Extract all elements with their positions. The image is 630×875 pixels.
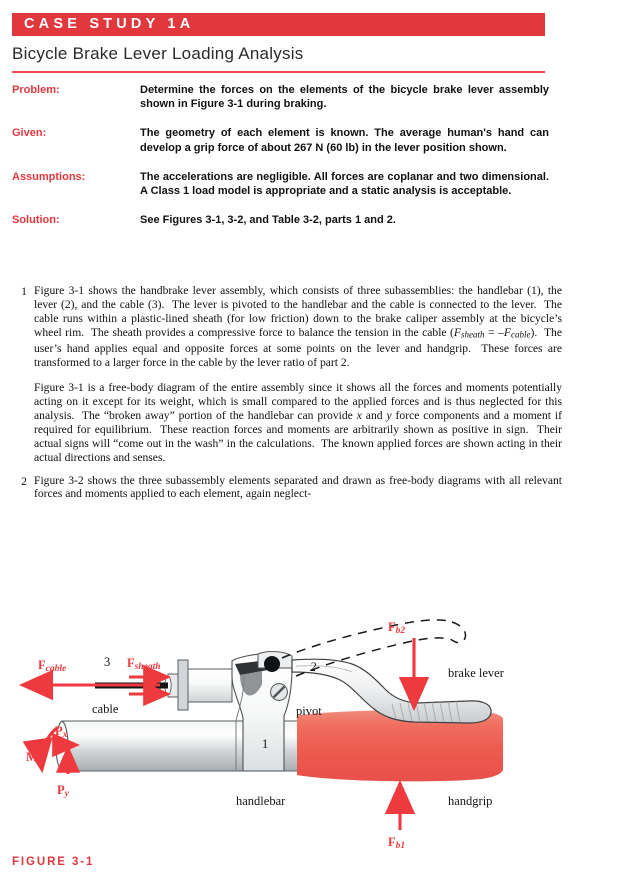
step-paragraph: Figure 3-1 shows the handbrake lever assembly, which consists of three subassemblies: the handlebar (1), the lever (2), and the cable (3). The lever is pivoted to the handlebar and the cable is connected to the lever. The cable runs within a plastic-lined sheath (for low friction) down to the brake caliper assembly at the bicycle’s wheel rim. The sheath provides a compressive force to balance the tension in the cable (Fsheath = –Fcable). The user’s hand applies equal and opposite forces at some points on the lever and handgrip. These forces are transformed to a larger force in the cable by the lever ratio of part 2. bbox=[34, 284, 562, 370]
f-cable-label: Fcable bbox=[38, 658, 67, 674]
step-body bbox=[34, 474, 562, 502]
definition-text: Determine the forces on the elements of the bicycle brake lever assembly shown in Figure 3-1 during braking. bbox=[140, 84, 549, 111]
definition-row-problem bbox=[12, 83, 557, 111]
figure-caption: FIGURE 3-1 bbox=[12, 856, 95, 868]
definition-row-assumptions bbox=[12, 170, 557, 198]
definition-row-solution bbox=[12, 213, 557, 227]
definition-text: The geometry of each element is known. The average human's hand can develop a grip force of about 267 N (60 lb) in the lever position shown. bbox=[140, 127, 549, 154]
cable-annotation: cable bbox=[92, 702, 119, 716]
f-cable-subscript: cable bbox=[45, 663, 67, 674]
step-paragraph: Figure 3-1 is a free-body diagram of the entire assembly since it shows all the forces and moments potentially acting on it except for its weight, which is small compared to the applied forces and is thus neglected for this analysis. The “broken away” portion of the handlebar can provide x and y force components and a moment if required for equilibrium. These reaction forces and moments are arbitrarily shown as positive in sign. Their actual signs will “come out in the wash” in the calculations. The known applied forces are shown acting in their actual directions and senses. bbox=[34, 381, 562, 464]
f-b2-subscript: b2 bbox=[395, 625, 406, 636]
handlebar-annotation: handlebar bbox=[236, 794, 286, 808]
m-h-subscript: h bbox=[37, 755, 44, 766]
definition-row-given bbox=[12, 126, 557, 154]
case-study-label: CASE STUDY 1A bbox=[24, 16, 195, 32]
f-b1-label: Fb1 bbox=[388, 835, 406, 851]
definition-label: Solution: bbox=[12, 214, 60, 227]
step-number: 2 bbox=[21, 474, 27, 488]
f-b2-label: Fb2 bbox=[388, 620, 406, 636]
figure-3-1 bbox=[0, 598, 630, 875]
part-number-handlebar: 1 bbox=[262, 737, 269, 751]
p-y-subscript: y bbox=[64, 788, 69, 799]
definition-label: Problem: bbox=[12, 84, 60, 96]
title-divider bbox=[12, 71, 545, 73]
brake-lever-diagram bbox=[0, 598, 630, 875]
step-paragraph: Figure 3-2 shows the three subassembly elements separated and drawn as free-body diagrams with all relevant forces and moments applied to each element, again neglect- bbox=[34, 473, 562, 501]
handgrip-annotation: handgrip bbox=[448, 794, 493, 808]
definition-text: The accelerations are negligible. All forces are coplanar and two dimensional. A Class 1 load model is appropriate and a static analysis is acceptable. bbox=[140, 170, 549, 198]
page-title: Bicycle Brake Lever Loading Analysis bbox=[12, 44, 304, 63]
cable-sheath-barrel bbox=[160, 660, 232, 710]
m-h-label: Mh bbox=[26, 750, 44, 766]
case-study-banner bbox=[12, 13, 545, 36]
solution-step bbox=[14, 474, 562, 502]
p-x-subscript: x bbox=[62, 729, 68, 740]
step-number: 1 bbox=[21, 285, 27, 298]
f-b1-subscript: b1 bbox=[395, 840, 406, 851]
solution-steps bbox=[14, 284, 562, 510]
definition-label: Assumptions: bbox=[12, 170, 86, 183]
part-number-cable: 3 bbox=[104, 655, 111, 669]
pivot-annotation: pivot bbox=[296, 704, 322, 718]
p-y-label: Py bbox=[57, 783, 69, 799]
definition-text: See Figures 3-1, 3-2, and Table 3-2, parts 1 and 2. bbox=[140, 214, 396, 227]
part-number-lever: 2 bbox=[310, 660, 317, 674]
solution-step bbox=[14, 284, 562, 465]
f-sheath-subscript: sheath bbox=[134, 661, 161, 672]
definition-block bbox=[12, 83, 557, 237]
step-body bbox=[34, 284, 562, 465]
brake-lever-annotation: brake lever bbox=[448, 666, 504, 680]
definition-label: Given: bbox=[12, 127, 47, 140]
f-sheath-label: Fsheath bbox=[127, 656, 161, 672]
p-x-label: Px bbox=[55, 724, 68, 740]
